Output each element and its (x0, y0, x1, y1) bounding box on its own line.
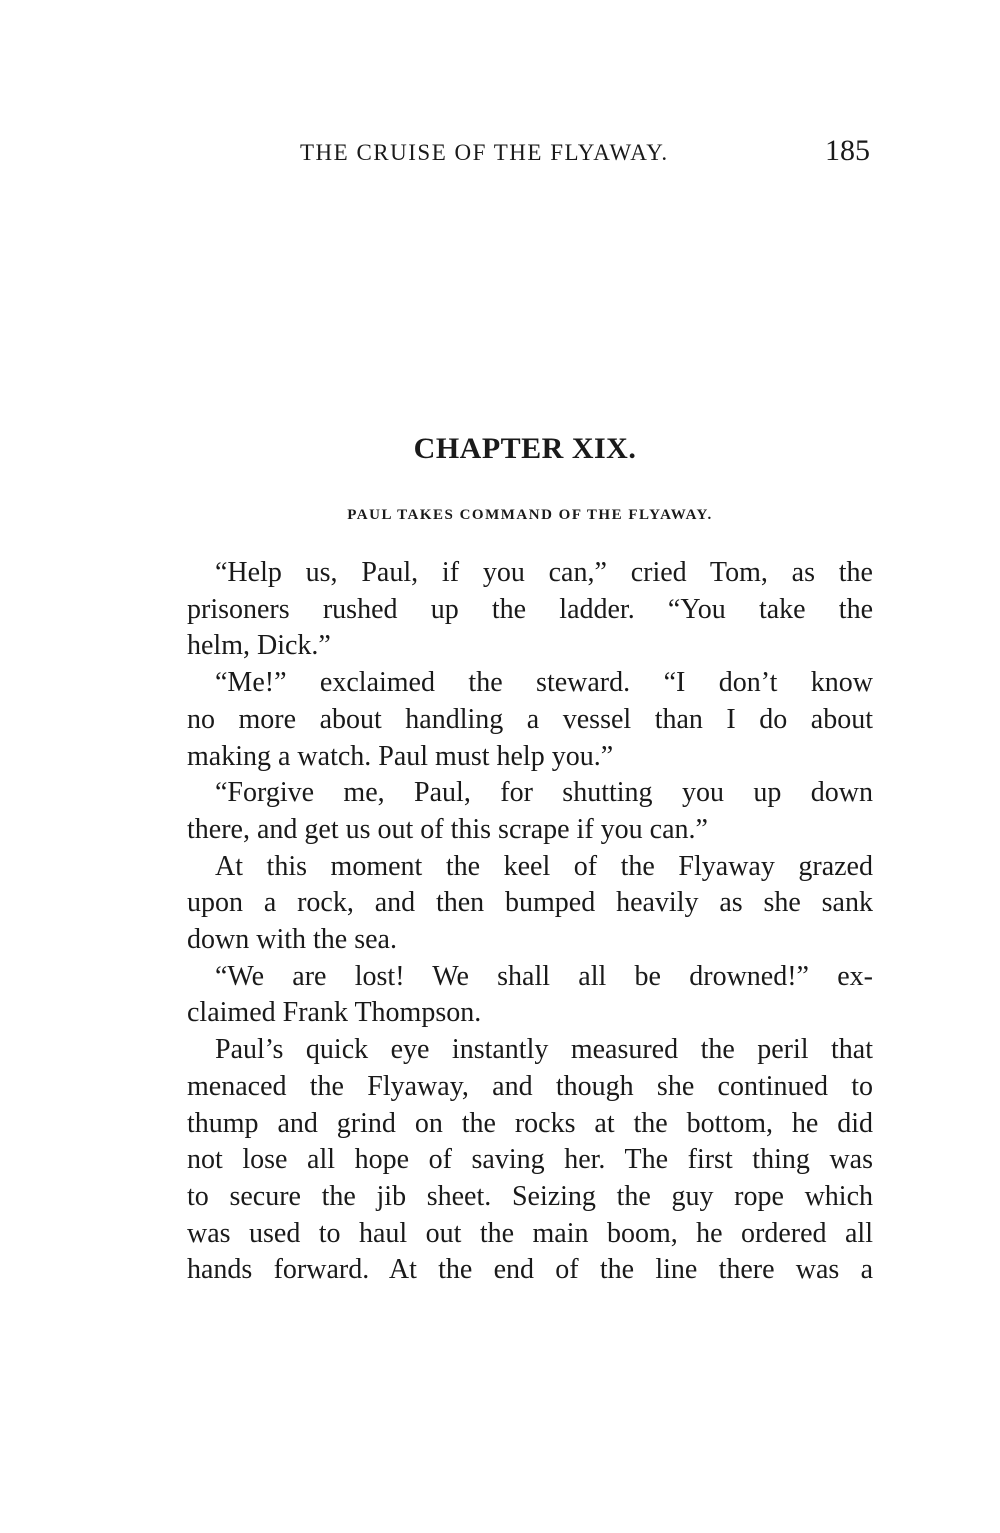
text-line: upon a rock, and then bumped heavily as she sank (187, 887, 873, 919)
text-line: “Help us, Paul, if you can,” cried Tom, as the (215, 557, 873, 588)
paragraph (187, 775, 873, 848)
text-line: “We are lost! We shall all be drowned!” ex- (215, 960, 873, 992)
paragraph (187, 959, 873, 1032)
chapter-title: CHAPTER XIX. (413, 432, 637, 465)
running-head (300, 134, 870, 174)
text-line: there, and get us out of this scrape if you can.” (187, 813, 708, 845)
text-line: menaced the Flyaway, and though she continued to (187, 1070, 873, 1102)
chapter-subtitle: PAUL TAKES COMMAND OF THE FLYAWAY. (347, 507, 713, 523)
paragraph (187, 555, 873, 665)
text-line: to secure the jib sheet. Seizing the guy rope which (187, 1180, 873, 1212)
text-line: not lose all hope of saving her. The first thing was (187, 1144, 873, 1176)
body-text (187, 555, 873, 1289)
text-line: thump and grind on the rocks at the bottom, he did (187, 1107, 873, 1139)
text-line: down with the sea. (187, 924, 397, 956)
text-line: making a watch. Paul must help you.” (187, 740, 614, 772)
text-line: was used to haul out the main boom, he ordered all (187, 1217, 873, 1249)
text-line: At this moment the keel of the Flyaway grazed (215, 850, 873, 882)
text-line: claimed Frank Thompson. (187, 997, 482, 1029)
paragraph (187, 849, 873, 959)
running-title: THE CRUISE OF THE FLYAWAY. (300, 140, 669, 165)
text-line: “Me!” exclaimed the steward. “I don’t know (215, 667, 873, 699)
text-line: “Forgive me, Paul, for shutting you up down (215, 777, 873, 809)
page-number: 185 (825, 134, 870, 167)
text-line: helm, Dick.” (187, 630, 331, 662)
paragraph (187, 1032, 873, 1289)
text-line: prisoners rushed up the ladder. “You take the (187, 593, 873, 625)
text-line: no more about handling a vessel than I do about (187, 703, 873, 735)
paragraph (187, 665, 873, 775)
text-line: hands forward. At the end of the line there was a (187, 1254, 873, 1286)
text-line: Paul’s quick eye instantly measured the peril that (215, 1034, 873, 1066)
